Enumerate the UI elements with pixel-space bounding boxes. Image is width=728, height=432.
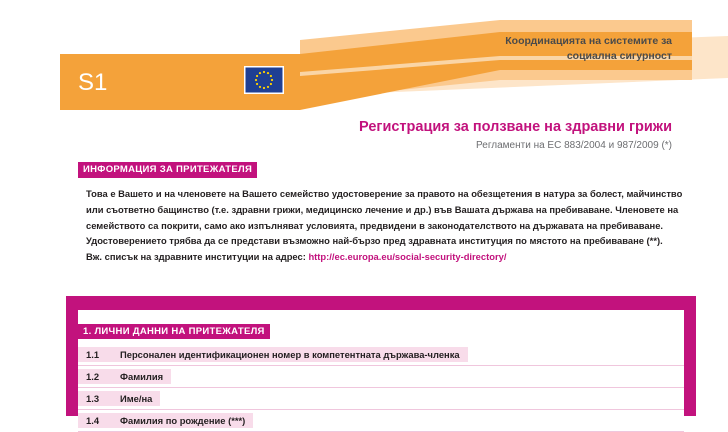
eu-star-icon: [267, 72, 269, 74]
holder-info-heading: ИНФОРМАЦИЯ ЗА ПРИТЕЖАТЕЛЯ: [78, 162, 257, 178]
eu-star-icon: [271, 79, 273, 81]
eu-star-icon: [270, 75, 272, 77]
field-row-surname[interactable]: [78, 366, 684, 388]
eu-flag-icon: [244, 66, 284, 94]
eu-star-icon: [263, 71, 265, 73]
field-label: Име/на: [120, 393, 153, 404]
field-label-cell: [78, 347, 468, 362]
personal-data-rows: [78, 344, 684, 432]
eu-star-icon: [259, 72, 261, 74]
field-label-cell: [78, 391, 160, 406]
eu-star-icon: [270, 83, 272, 85]
eu-star-icon: [263, 87, 265, 89]
field-number: 1.4: [86, 415, 100, 426]
field-row-forenames[interactable]: [78, 388, 684, 410]
holder-info-link-prefix: Вж. списък на здравните институции на адрес:: [86, 251, 309, 263]
coordination-title: [472, 34, 672, 64]
coordination-line-1: Координацията на системите за: [505, 35, 672, 47]
field-number: 1.3: [86, 393, 100, 404]
personal-data-frame-right: [684, 296, 696, 416]
holder-info-text: [86, 186, 686, 265]
field-number: 1.1: [86, 349, 100, 360]
field-row-personal-id[interactable]: [78, 344, 684, 366]
personal-data-frame-left: [66, 296, 78, 416]
field-label: Фамилия по рождение (***): [120, 415, 246, 426]
holder-info-paragraph-1: Това е Вашето и на членовете на Вашето семейство удостоверение за правото на обезщетения в натура за болест, майчинство или съответно бащинство (т.е. здравни грижи, медицинско лечение и др.) във Вашата държава на пребиваване. Членовете на семейството са покрити, само ако изпълняват условията, предвидени в законодателството на държавата на пребиваване.: [86, 188, 683, 231]
document-title: Регистрация за ползване на здравни грижи: [359, 119, 672, 135]
field-row-surname-at-birth[interactable]: [78, 410, 684, 432]
holder-info-paragraph-3: [86, 249, 686, 265]
form-code: S1: [78, 69, 108, 96]
personal-data-heading: 1. ЛИЧНИ ДАННИ НА ПРИТЕЖАТЕЛЯ: [78, 324, 270, 339]
field-label-cell: [78, 369, 171, 384]
social-security-directory-link[interactable]: http://ec.europa.eu/social-security-directory/: [308, 251, 507, 263]
eu-star-icon: [255, 79, 257, 81]
personal-data-frame-top: [66, 296, 696, 310]
eu-star-icon: [267, 86, 269, 88]
coordination-line-2: социална сигурност: [566, 50, 672, 62]
eu-star-icon: [256, 75, 258, 77]
field-label: Фамилия: [120, 371, 164, 382]
field-label: Персонален идентификационен номер в компетентната държава-членка: [120, 349, 460, 360]
eu-star-icon: [259, 86, 261, 88]
holder-info-paragraph-2: Удостоверението трябва да се представи възможно най-бързо пред здравната институция по мястото на пребиваване (**).: [86, 235, 663, 247]
document-subtitle: Регламенти на ЕС 883/2004 и 987/2009 (*): [476, 140, 672, 151]
field-label-cell: [78, 413, 253, 428]
eu-star-icon: [256, 83, 258, 85]
field-number: 1.2: [86, 371, 100, 382]
